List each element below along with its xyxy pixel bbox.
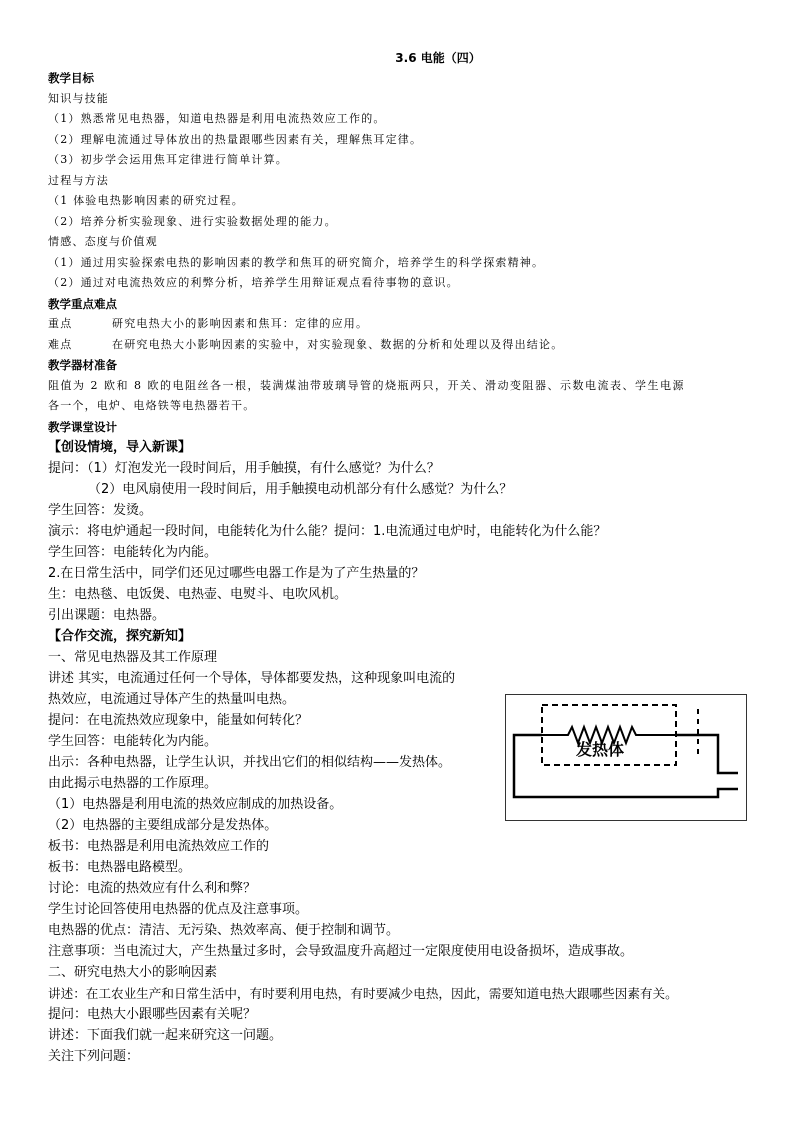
objectives-heading: 教学目标 <box>48 71 94 85</box>
text-line: 讨论：电流的热效应有什么利和弊？ <box>48 881 257 896</box>
text-line: 提问：在电流热效应现象中，能量如何转化？ <box>48 713 309 728</box>
text-line: 引出课题：电热器。 <box>48 608 166 623</box>
text-line: （2）电热器的主要组成部分是发热体。 <box>48 818 278 833</box>
text-line: 讲述 其实，电流通过任何一个导体，导体都要发热，这种现象叫电流的 <box>48 671 456 686</box>
text-line: 注意事项：当电流过大，产生热量过多时，会导致温度升高超过一定限度使用电设备损坏，造成事故。 <box>48 944 634 959</box>
keypoints-heading: 教学重点难点 <box>48 296 117 311</box>
circuit-svg <box>506 695 746 820</box>
text-line: （1）电热器是利用电流的热效应制成的加热设备。 <box>48 797 343 812</box>
section-heading: 【合作交流，探究新知】 <box>48 629 192 644</box>
text-line: （2）电风扇使用一段时间后，用手触摸电动机部分有什么感觉？为什么？ <box>88 482 513 497</box>
document-page <box>48 48 768 1067</box>
text-line: 学生回答：电能转化为内能。 <box>48 734 218 749</box>
text-line: 关注下列问题： <box>48 1049 140 1064</box>
text-line: 一、常见电热器及其工作原理 <box>48 650 218 665</box>
process-item: （2）培养分析实验现象、进行实验数据处理的能力。 <box>48 214 337 228</box>
text-line: 板书：电热器电路模型。 <box>48 860 192 875</box>
heating-element-label: 发热体 <box>576 740 625 759</box>
text-line: 由此揭示电热器的工作原理。 <box>48 776 218 791</box>
design-heading: 教学课堂设计 <box>48 419 117 434</box>
knowledge-heading: 知识与技能 <box>48 91 109 105</box>
emotion-item: （2）通过对电流热效应的利弊分析，培养学生用辩证观点看待事物的意识。 <box>48 276 459 289</box>
difficult-label: 难点 <box>48 337 73 351</box>
heater-circuit-diagram <box>505 694 747 821</box>
text-line: 演示：将电炉通起一段时间，电能转化为什么能？提问：1.电流通过电炉时，电能转化为什么能？ <box>48 524 607 539</box>
text-line: 讲述：下面我们就一起来研究这一问题。 <box>48 1028 283 1043</box>
text-line: 板书：电热器是利用电流热效应工作的 <box>48 839 270 854</box>
process-heading: 过程与方法 <box>48 173 109 187</box>
page-title: 3.6 电能（四） <box>395 51 481 65</box>
text-line: 提问：（1）灯泡发光一段时间后，用手触摸，有什么感觉？为什么？ <box>48 461 440 476</box>
key-text: 研究电热大小的影响因素和焦耳：定律的应用。 <box>112 317 369 330</box>
knowledge-item: （1）熟悉常见电热器，知道电热器是利用电流热效应工作的。 <box>48 112 386 125</box>
difficult-row <box>48 335 768 356</box>
emotion-item: （1）通过用实验探索电热的影响因素的教学和焦耳的研究简介，培养学生的科学探索精神。 <box>48 255 545 269</box>
text-line: 提问：电热大小跟哪些因素有关呢？ <box>48 1007 257 1022</box>
materials-heading: 教学器材准备 <box>48 358 117 372</box>
process-item: （1 体验电热影响因素的研究过程。 <box>48 194 244 207</box>
key-label: 重点 <box>48 317 73 330</box>
text-line: 学生回答：电能转化为内能。 <box>48 545 218 560</box>
text-line: 讲述：在工农业生产和日常生活中，有时要利用电热，有时要减少电热，因此，需要知道电热大跟哪些因素有关。 <box>48 986 678 1001</box>
difficult-text: 在研究电热大小影响因素的实验中，对实验现象、数据的分析和处理以及得出结论。 <box>112 337 564 351</box>
text-line: 生：电热毯、电饭煲、电热壶、电熨斗、电吹风机。 <box>48 587 348 602</box>
materials-line: 阻值为 2 欧和 8 欧的电阻丝各一根，装满煤油带玻璃导管的烧瓶两只，开关、滑动变阻器、示数电流表、学生电源 <box>48 378 685 392</box>
text-line: 出示：各种电热器，让学生认识，并找出它们的相似结构——发热体。 <box>48 755 452 770</box>
text-line: 学生讨论回答使用电热器的优点及注意事项。 <box>48 902 309 917</box>
text-line: 2.在日常生活中，同学们还见过哪些电器工作是为了产生热量的？ <box>48 566 425 581</box>
text-line: 热效应，电流通过导体产生的热量叫电热。 <box>48 692 296 707</box>
knowledge-item: （2）理解电流通过导体放出的热量跟哪些因素有关，理解焦耳定律。 <box>48 132 423 146</box>
knowledge-item: （3）初步学会运用焦耳定律进行简单计算。 <box>48 153 288 166</box>
text-line: 电热器的优点：清洁、无污染、热效率高、便于控制和调节。 <box>48 923 400 938</box>
text-line: 学生回答：发烫。 <box>48 503 153 518</box>
emotion-heading: 情感、态度与价值观 <box>48 235 158 248</box>
section-heading: 【创设情境，导入新课】 <box>48 440 192 455</box>
materials-line: 各一个，电炉、电烙铁等电热器若干。 <box>48 399 256 412</box>
text-line: 二、研究电热大小的影响因素 <box>48 965 218 980</box>
keypoint-row <box>48 314 768 335</box>
